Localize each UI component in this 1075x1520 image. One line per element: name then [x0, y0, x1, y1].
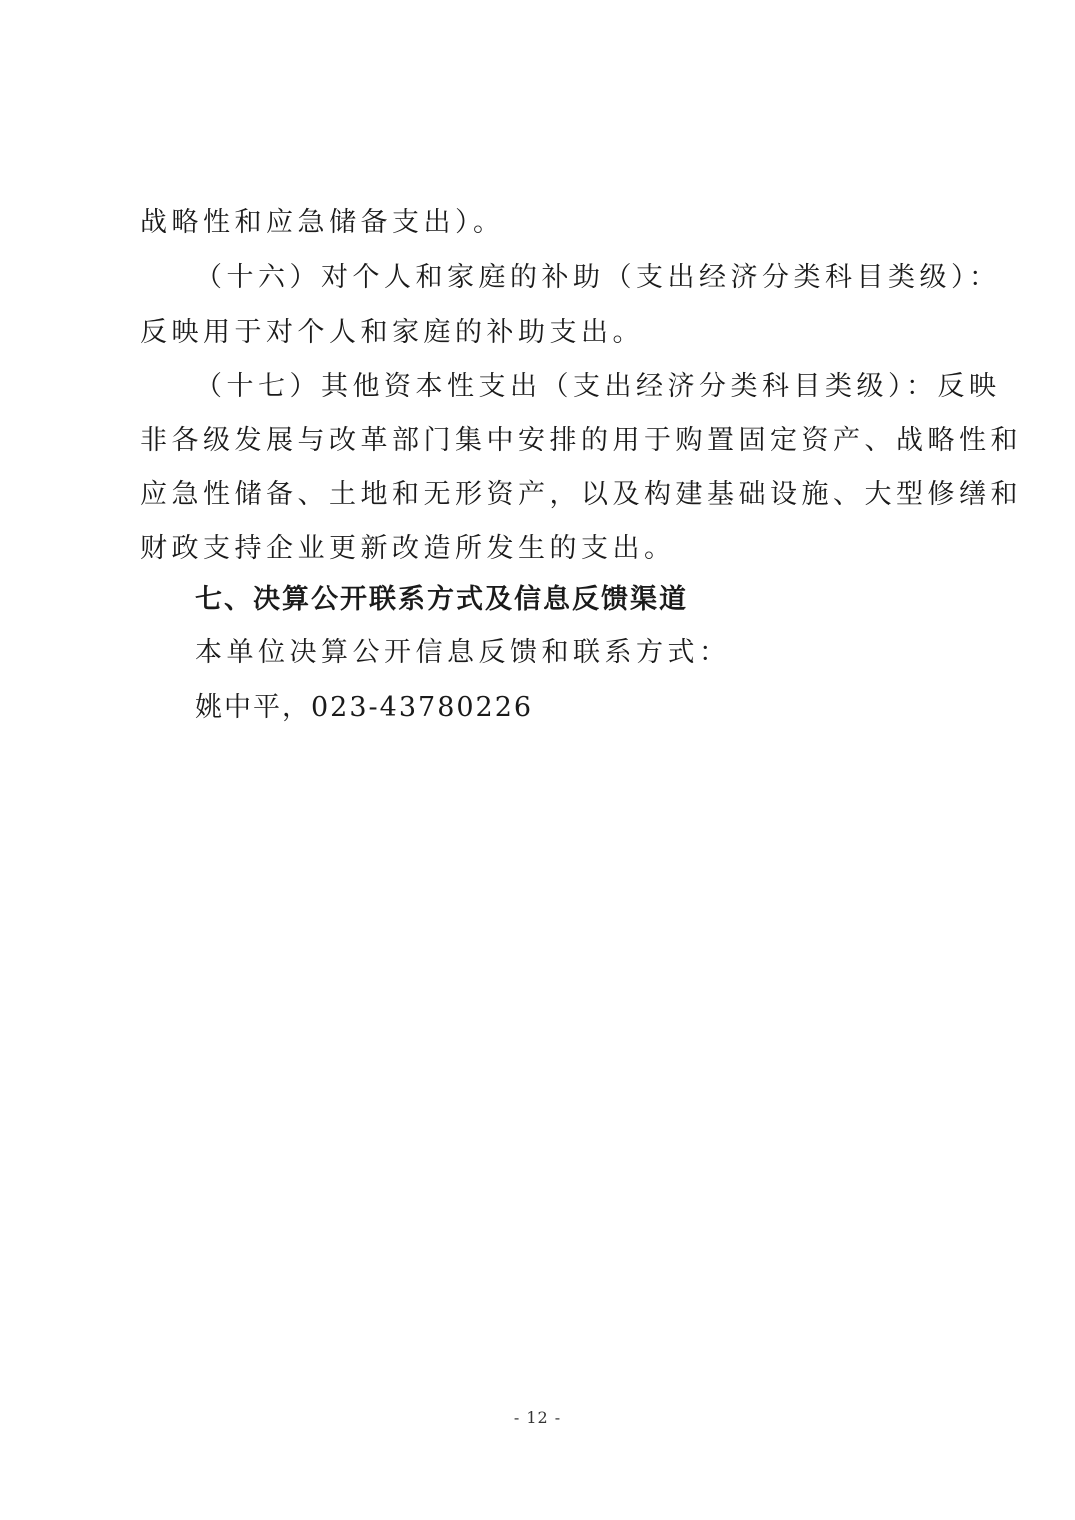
paragraph-line: （十七）其他资本性支出（支出经济分类科目类级）：反映: [195, 371, 1001, 402]
paragraph-line: 反映用于对个人和家庭的补助支出。: [140, 317, 644, 348]
paragraph-line: 非各级发展与改革部门集中安排的用于购置固定资产、战略性和: [140, 425, 1022, 456]
paragraph-line: （十六）对个人和家庭的补助（支出经济分类科目类级）：: [195, 262, 1001, 293]
contact-intro: 本单位决算公开信息反馈和联系方式：: [195, 637, 731, 668]
paragraph-line: 财政支持企业更新改造所发生的支出。: [140, 533, 676, 564]
paragraph-line: 应急性储备、土地和无形资产，以及构建基础设施、大型修缮和: [140, 479, 1022, 510]
page-number: - 12 -: [513, 1408, 562, 1427]
section-heading: 七、决算公开联系方式及信息反馈渠道: [195, 584, 688, 615]
contact-line: 姚中平，023-43780226: [195, 692, 534, 723]
paragraph-line: 战略性和应急储备支出）。: [140, 207, 505, 238]
